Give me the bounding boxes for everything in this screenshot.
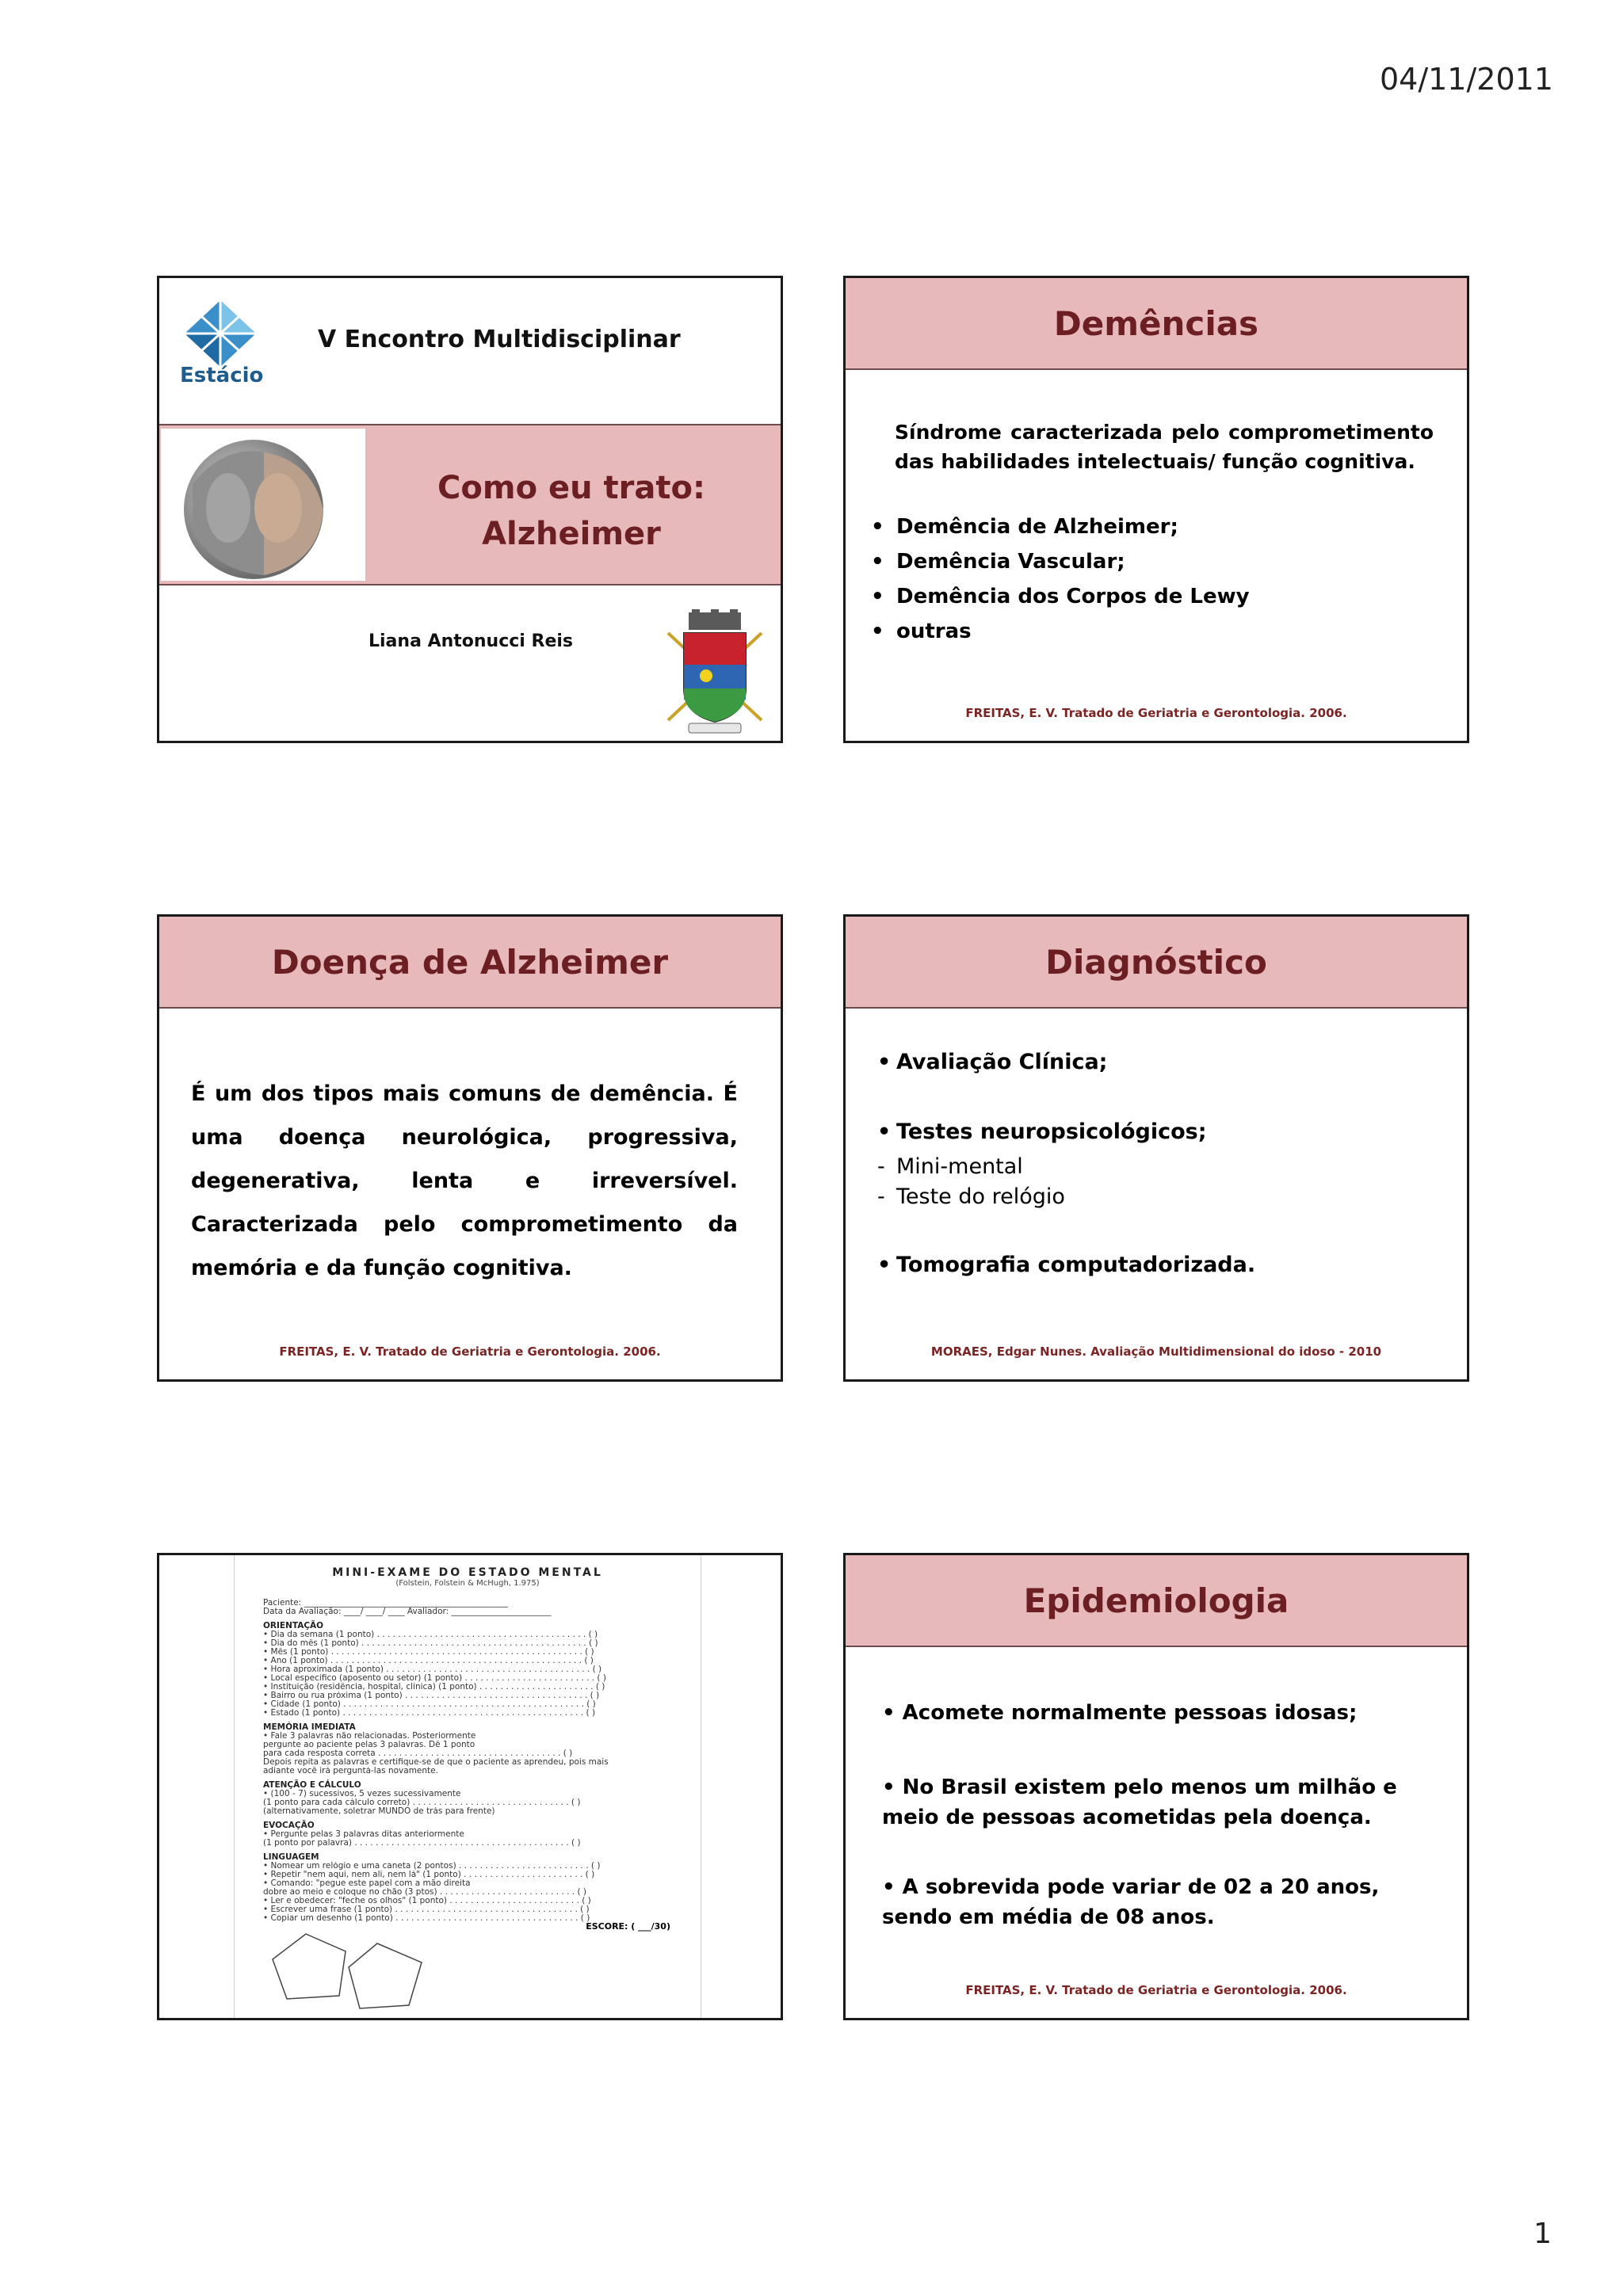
pentagons-drawing-icon xyxy=(266,1928,456,2015)
slide-epidemiologia xyxy=(843,1553,1469,2020)
description-text: É um dos tipos mais comuns de demência. É uma doença neurológica, progressiva, degenerativa, lenta e irreversível. Caracterizada pelo comprometimento da memória e da função cognitiva. xyxy=(191,1081,738,1280)
form-section: EVOCAÇÃO xyxy=(263,1821,315,1830)
slide-title xyxy=(157,276,783,743)
list-item: • Demência de Alzheimer; xyxy=(871,514,1250,540)
form-line: (1 ponto para cada cálculo correto) . . . . . . . . . . . . . . . . . . . . . . . . . . . . . . ( ) xyxy=(263,1798,581,1807)
form-line: • Pergunte pelas 3 palavras ditas anteriormente xyxy=(263,1830,464,1839)
slide-title-band xyxy=(846,278,1467,370)
slide-demencias xyxy=(843,276,1469,743)
form-line: • Ler e obedecer: "feche os olhos" (1 ponto) . . . . . . . . . . . . . . . . . . . . . . . . . ( ) xyxy=(263,1897,591,1905)
slide-title: Diagnóstico xyxy=(1045,942,1267,982)
form-line: • Escrever uma frase (1 ponto) . . . . . . . . . . . . . . . . . . . . . . . . . . . . . . . . . . . ( ) xyxy=(263,1905,590,1914)
slide-title-band xyxy=(846,1555,1467,1647)
form-line: • Cidade (1 ponto) . . . . . . . . . . . . . . . . . . . . . . . . . . . . . . . . . . . . . . . . . . . . . . ( ) xyxy=(263,1700,596,1709)
logo-text: Estácio xyxy=(180,364,264,387)
list-item: • outras xyxy=(871,619,1250,644)
list-item: • Demência Vascular; xyxy=(871,549,1250,574)
form-line: • Repetir "nem aqui, nem ali, nem lá" (1 ponto) . . . . . . . . . . . . . . . . . . . . . . . ( ) xyxy=(263,1871,595,1879)
epidemiology-point: • No Brasil existem pelo menos um milhão e meio de pessoas acometidas pela doença. xyxy=(882,1775,1397,1829)
dash-text: Teste do relógio xyxy=(896,1184,1065,1209)
bullet-text: Testes neuropsicológicos; xyxy=(896,1119,1207,1144)
form-line: dobre ao meio e coloque no chão (3 ptos) . . . . . . . . . . . . . . . . . . . . . . . . . . ( ) xyxy=(263,1888,587,1897)
form-line: Depois repita as palavras e certifique-se de que o paciente as aprendeu, pois mais xyxy=(263,1758,609,1767)
page-number: 1 xyxy=(1533,2218,1552,2250)
mini-mental-form xyxy=(234,1555,701,2018)
title-line-2: Alzheimer xyxy=(482,516,661,552)
slide-doenca-alzheimer xyxy=(157,914,783,1382)
bullet-neuro-tests: • Testes neuropsicológicos; xyxy=(877,1119,1207,1144)
page-date: 04/11/2011 xyxy=(1379,62,1553,97)
form-line: Data da Avaliação: ____/ ____/ ____ Avaliador: ________________________ xyxy=(263,1608,552,1616)
aging-face-photo-icon xyxy=(177,437,330,582)
form-line: • Fale 3 palavras não relacionadas. Posteriormente xyxy=(263,1732,476,1741)
form-line: • Copiar um desenho (1 ponto) . . . . . . . . . . . . . . . . . . . . . . . . . . . . . . . . . . . ( ) xyxy=(263,1914,590,1923)
form-line: adiante você irá perguntá-las novamente. xyxy=(263,1767,438,1775)
epidemiology-point: • A sobrevida pode variar de 02 a 20 anos, sendo em média de 08 anos. xyxy=(882,1875,1380,1929)
form-line: • Dia da semana (1 ponto) . . . . . . . . . . . . . . . . . . . . . . . . . . . . . . . . . . . . . . . . ( ) xyxy=(263,1630,598,1639)
list-item: • Demência dos Corpos de Lewy xyxy=(871,584,1250,609)
form-line: • Comando: "pegue este papel com a mão direita xyxy=(263,1879,471,1888)
form-line: • Ano (1 ponto) . . . . . . . . . . . . . . . . . . . . . . . . . . . . . . . . . . . . . . . . . . . . . . . . ( ) xyxy=(263,1657,594,1665)
bullet-clinical: • Avaliação Clínica; xyxy=(877,1050,1108,1074)
form-line: (1 ponto por palavra) . . . . . . . . . . . . . . . . . . . . . . . . . . . . . . . . . . . . . . . . . ( ) xyxy=(263,1839,581,1848)
dash-clock-test: - Teste do relógio xyxy=(877,1184,1065,1209)
form-subtitle: (Folstein, Folstein & McHugh, 1.975) xyxy=(395,1579,540,1588)
form-line: para cada resposta correta . . . . . . . . . . . . . . . . . . . . . . . . . . . . . . . . . . . ( ) xyxy=(263,1749,573,1758)
form-line: (alternativamente, soletrar MUNDO de trás para frente) xyxy=(263,1807,495,1816)
reference: FREITAS, E. V. Tratado de Geriatria e Gerontologia. 2006. xyxy=(965,706,1347,720)
reference: FREITAS, E. V. Tratado de Geriatria e Gerontologia. 2006. xyxy=(965,1983,1347,1997)
form-line: • Nomear um relógio e uma caneta (2 pontos) . . . . . . . . . . . . . . . . . . . . . . . . . ( ) xyxy=(263,1862,601,1871)
slide-title-band xyxy=(846,917,1467,1009)
event-name: V Encontro Multidisciplinar xyxy=(318,326,681,353)
form-section: ATENÇÃO E CÁLCULO xyxy=(263,1780,361,1790)
form-line: • Local específico (aposento ou setor) (1 ponto) . . . . . . . . . . . . . . . . . . . . . . . . . ( ) xyxy=(263,1674,606,1683)
municipal-crest-icon xyxy=(665,609,765,734)
form-section: LINGUAGEM xyxy=(263,1852,319,1862)
form-line: • (100 - 7) sucessivos, 5 vezes sucessivamente xyxy=(263,1790,461,1798)
reference: MORAES, Edgar Nunes. Avaliação Multidimensional do idoso - 2010 xyxy=(930,1344,1382,1359)
title-line-1: Como eu trato: xyxy=(437,470,705,506)
dementia-types-list xyxy=(871,514,1250,654)
form-line: Paciente: _________________________________________________ xyxy=(263,1599,508,1608)
form-line: • Instituição (residência, hospital, clínica) (1 ponto) . . . . . . . . . . . . . . . . . . . . . . ( ) xyxy=(263,1683,605,1691)
slide-title-band xyxy=(159,917,781,1009)
form-section: ORIENTAÇÃO xyxy=(263,1621,324,1630)
form-title: MINI-EXAME DO ESTADO MENTAL xyxy=(332,1566,603,1579)
bullet-text: Tomografia computadorizada. xyxy=(896,1253,1256,1277)
form-line: • Bairro ou rua próxima (1 ponto) . . . . . . . . . . . . . . . . . . . . . . . . . . . . . . . . . . . ( ) xyxy=(263,1691,600,1700)
dash-mini-mental: - Mini-mental xyxy=(877,1154,1023,1179)
definition-text: Síndrome caracterizada pelo comprometimento das habilidades intelectuais/ função cognitiva. xyxy=(895,421,1434,473)
form-line: pergunte ao paciente pelas 3 palavras. Dê 1 ponto xyxy=(263,1741,475,1749)
reference: FREITAS, E. V. Tratado de Geriatria e Gerontologia. 2006. xyxy=(279,1344,661,1359)
presentation-title xyxy=(373,465,769,557)
form-line: • Dia do mês (1 ponto) . . . . . . . . . . . . . . . . . . . . . . . . . . . . . . . . . . . . . . . . . . . ( ) xyxy=(263,1639,598,1648)
form-score: ESCORE: ( ___/30) xyxy=(586,1921,670,1932)
form-section: MEMÓRIA IMEDIATA xyxy=(263,1722,356,1732)
bullet-text: Avaliação Clínica; xyxy=(896,1050,1108,1074)
photo-frame xyxy=(161,429,365,581)
bullet-tomography: • Tomografia computadorizada. xyxy=(877,1253,1256,1277)
epidemiology-point: • Acomete normalmente pessoas idosas; xyxy=(882,1701,1358,1725)
form-line: • Hora aproximada (1 ponto) . . . . . . . . . . . . . . . . . . . . . . . . . . . . . . . . . . . . . . . ( ) xyxy=(263,1665,602,1674)
slide-title: Demências xyxy=(1053,303,1259,343)
form-line: • Estado (1 ponto) . . . . . . . . . . . . . . . . . . . . . . . . . . . . . . . . . . . . . . . . . . . . . . ( ) xyxy=(263,1709,596,1718)
slide-title: Doença de Alzheimer xyxy=(271,942,669,982)
form-line: • Mês (1 ponto) . . . . . . . . . . . . . . . . . . . . . . . . . . . . . . . . . . . . . . . . . . . . . . . . ( ) xyxy=(263,1648,594,1657)
author-name: Liana Antonucci Reis xyxy=(369,631,573,651)
slide-diagnostico xyxy=(843,914,1469,1382)
slide-mini-exame xyxy=(157,1553,783,2020)
slide-title: Epidemiologia xyxy=(1023,1581,1289,1620)
dash-text: Mini-mental xyxy=(896,1154,1023,1179)
